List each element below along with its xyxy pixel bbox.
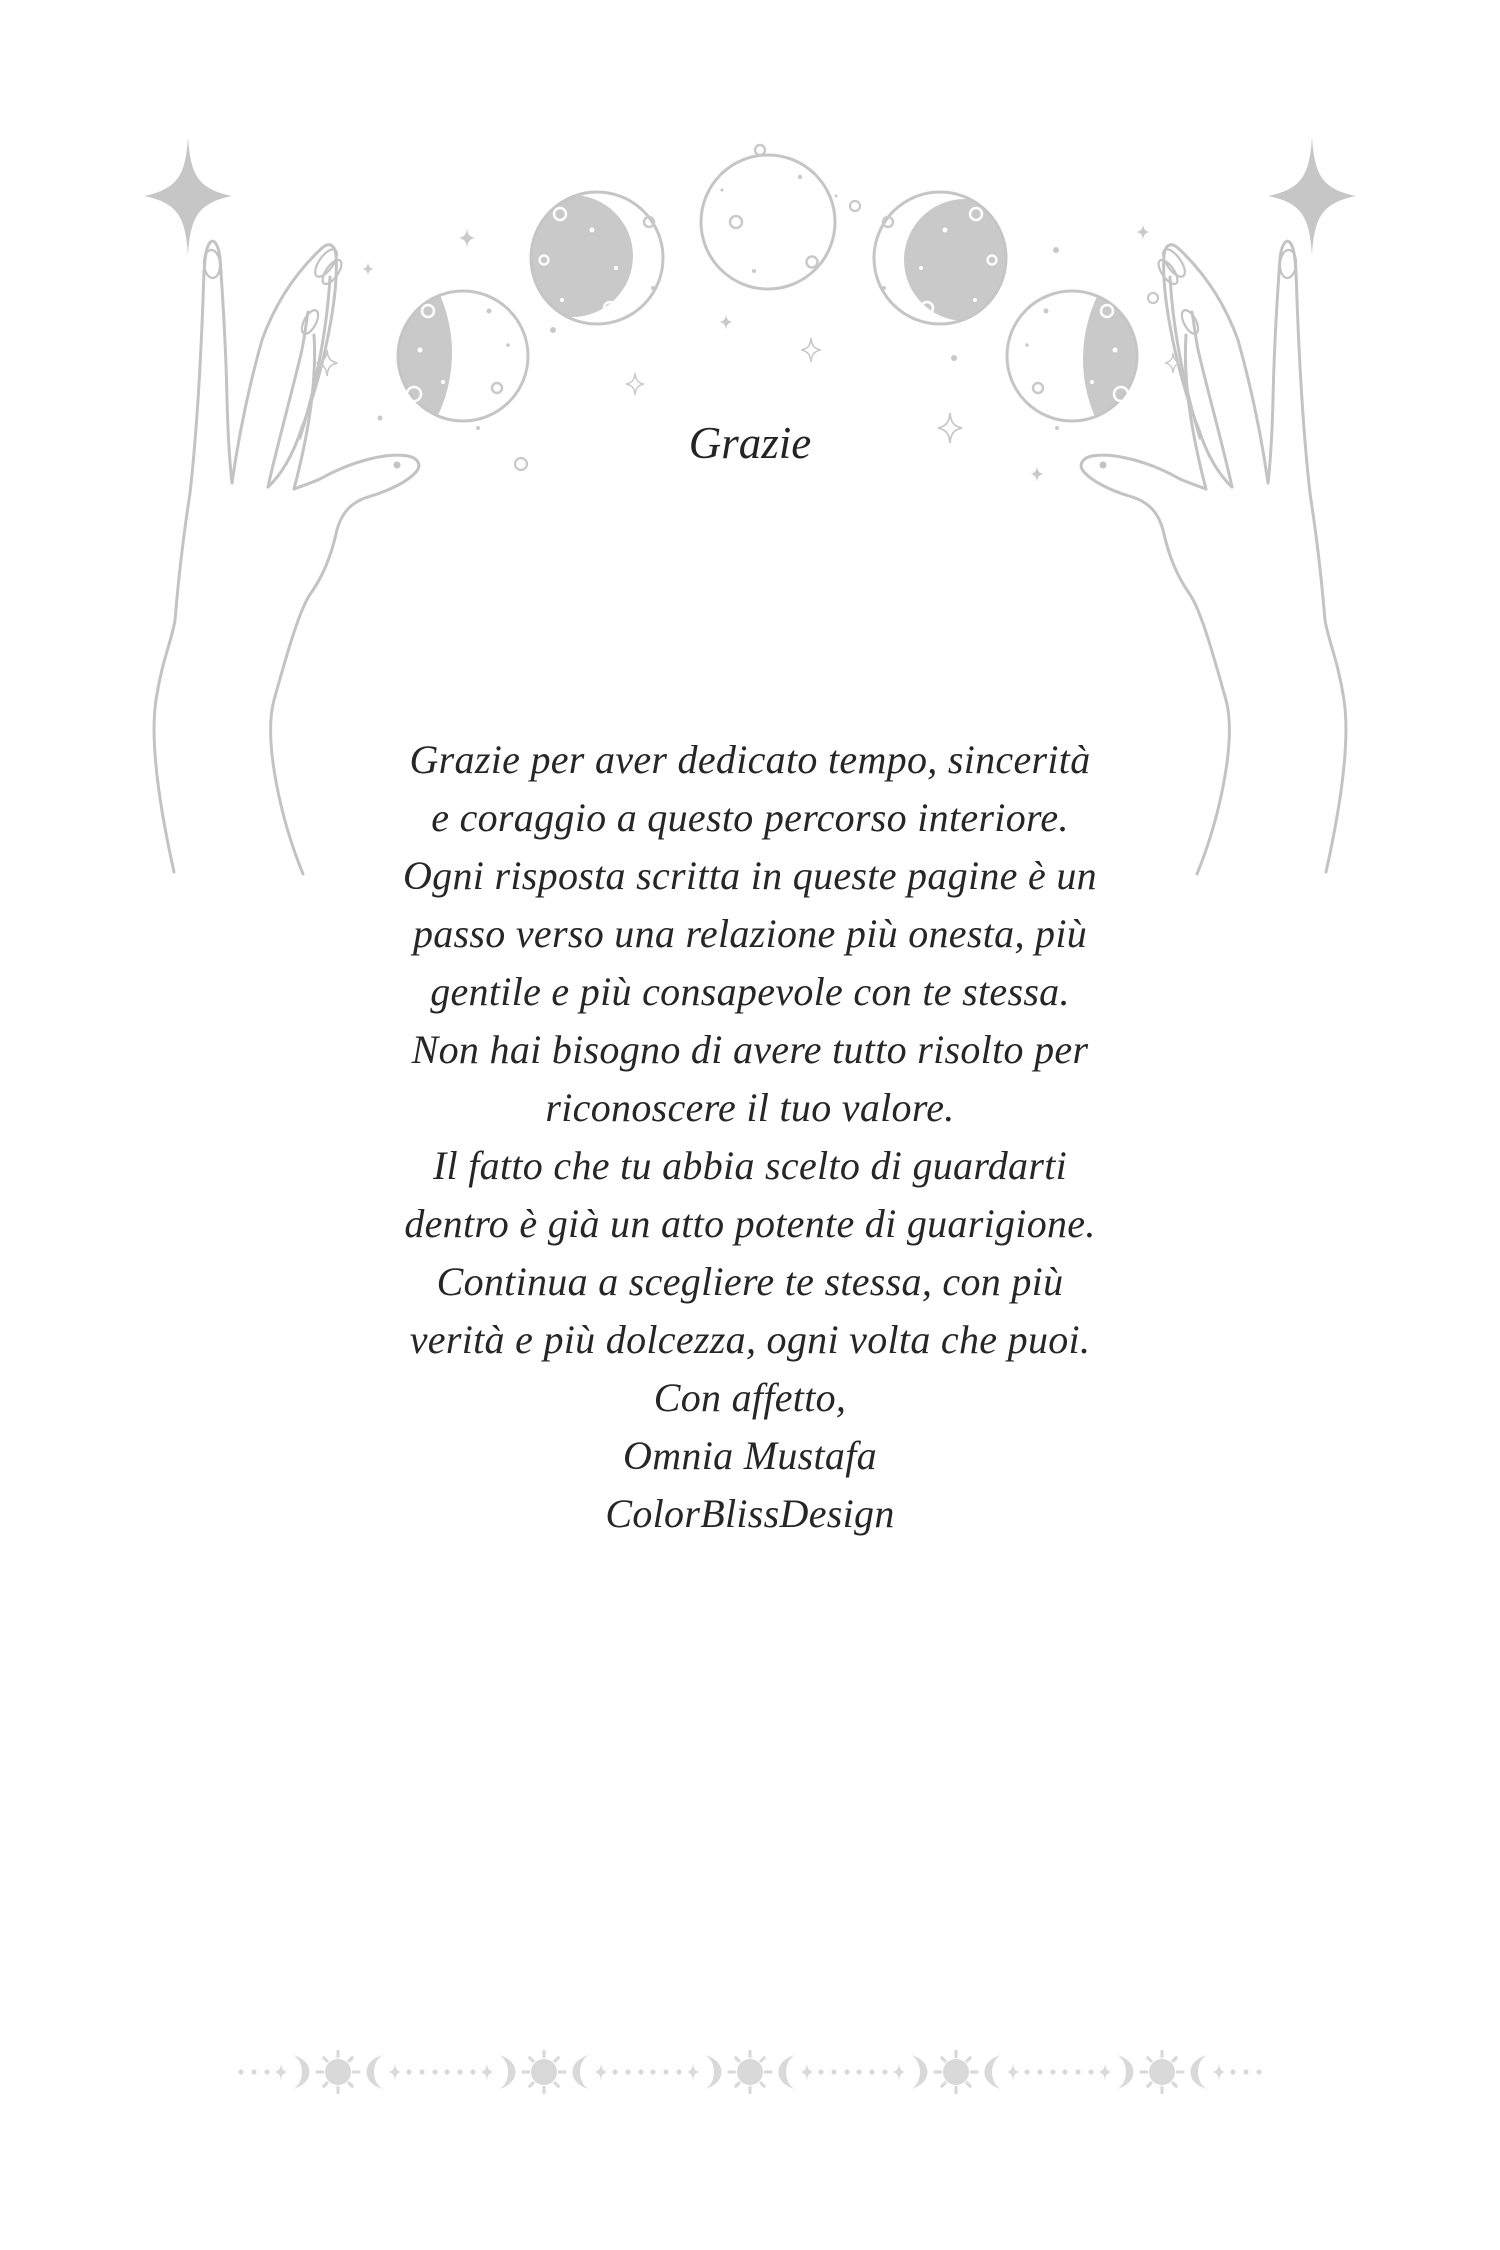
sparkle-star-right-icon <box>1268 137 1356 255</box>
message-line: verità e più dolcezza, ogni volta che puoi. <box>409 1317 1091 1362</box>
message-line: Il fatto che tu abbia scelto di guardarti <box>432 1143 1068 1188</box>
message-block <box>0 731 1500 1543</box>
moon-phase-full-moon-icon <box>701 145 838 289</box>
message-line: gentile e più consapevole con te stessa. <box>430 969 1070 1014</box>
message-line: Non hai bisogno di avere tutto risolto per <box>411 1027 1089 1072</box>
sparkle-icon <box>1137 224 1150 240</box>
author-name: Omnia Mustafa <box>623 1433 877 1478</box>
message-line: Ogni risposta scritta in queste pagine è un <box>403 853 1097 898</box>
sparkle-star-left-icon <box>144 137 232 255</box>
sun-moon-ornament-icon <box>647 2050 853 2094</box>
message-line: dentro è già un atto potente di guarigione. <box>404 1201 1096 1246</box>
message-line: e coraggio a questo percorso interiore. <box>431 795 1069 840</box>
sparkle-icon <box>801 338 820 362</box>
brand-name: ColorBlissDesign <box>605 1491 895 1536</box>
sun-moon-ornament-icon <box>235 2050 441 2094</box>
page-title: Grazie <box>688 418 812 468</box>
message-line: Continua a scegliere te stessa, con più <box>436 1259 1064 1304</box>
sun-moon-ornament-icon <box>1059 2050 1265 2094</box>
sun-moon-ornament-icon <box>853 2050 1059 2094</box>
message-line: riconoscere il tuo valore. <box>545 1085 955 1130</box>
sparkle-icon <box>626 373 644 395</box>
footer-ornament <box>0 2050 1500 2094</box>
moon-phase-waxing-gibbous-icon <box>511 192 663 324</box>
closing-line: Con affetto, <box>653 1375 847 1420</box>
message-line: passo verso una relazione più onesta, più <box>412 911 1088 956</box>
moon-phase-waning-gibbous-icon <box>874 192 1026 324</box>
sparkle-icon <box>362 262 373 276</box>
message-line: Grazie per aver dedicato tempo, sincerità <box>409 737 1091 782</box>
sparkle-icon <box>720 314 733 330</box>
sparkle-icon <box>459 228 475 248</box>
sun-moon-ornament-icon <box>441 2050 647 2094</box>
